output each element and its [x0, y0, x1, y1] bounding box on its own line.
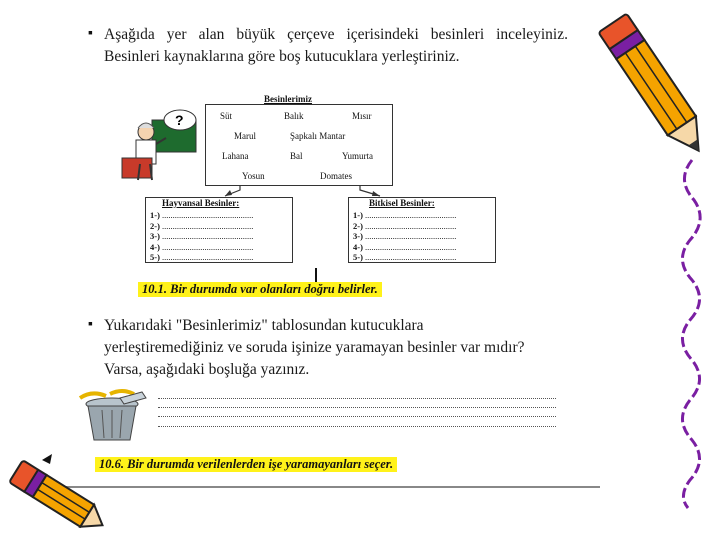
food-item: Domates — [320, 171, 352, 181]
plant-box-title: Bitkisel Besinler: — [369, 198, 435, 208]
learning-outcome-1: 10.1. Bir durumda var olanları doğru belirler. — [138, 282, 382, 297]
pencil-icon — [600, 4, 710, 168]
small-marker-icon — [40, 452, 54, 466]
answer-line[interactable]: 4-) ........................................... — [353, 241, 457, 252]
task2-instruction: Yukarıdaki "Besinlerimiz" tablosundan kutucuklara yerleştiremediğiniz ve soruda işinize yaramayan besinler var mıdır? Varsa, aşağıdaki boşluğa yazınız. — [104, 317, 525, 378]
plant-answer-list — [353, 210, 456, 263]
bottom-divider — [60, 486, 600, 492]
answer-line[interactable]: 2-) ........................................... — [150, 220, 254, 231]
answer-line[interactable]: 3-) ........................................... — [150, 231, 254, 241]
foods-box-title: Besinlerimiz — [264, 94, 312, 104]
food-item: Yosun — [242, 171, 265, 181]
decorative-squiggle — [672, 160, 712, 510]
answer-line[interactable]: 1-) ........................................... — [353, 210, 457, 220]
animal-foods-box — [145, 197, 293, 263]
answer-dotted-line[interactable] — [158, 426, 556, 427]
answer-line[interactable]: 1-) ........................................... — [150, 210, 254, 220]
answer-line[interactable]: 5-) ........................................... — [353, 252, 457, 262]
task1-instruction: Aşağıda yer alan büyük çerçeve içerisindeki besinleri inceleyiniz. Besinleri kaynaklarına göre boş kutucuklara yerleştiriniz. — [104, 26, 568, 65]
answer-line[interactable]: 3-) ........................................... — [353, 231, 457, 241]
animal-box-title: Hayvansal Besinler: — [162, 198, 240, 208]
pencil-icon — [2, 456, 112, 540]
animal-answer-list — [150, 210, 253, 263]
learning-outcome-2: 10.6. Bir durumda verilenlerden işe yaramayanları seçer. — [95, 457, 397, 472]
food-item: Şapkalı Mantar — [290, 131, 346, 141]
task2-bullet: ▪ — [88, 317, 93, 332]
answer-dotted-line[interactable] — [158, 416, 556, 417]
trash-can-icon — [72, 388, 152, 446]
answer-line[interactable]: 2-) ........................................... — [353, 220, 457, 231]
answer-line[interactable]: 5-) ........................................... — [150, 252, 254, 262]
task1-bullet: ▪ — [88, 26, 93, 41]
plant-foods-box — [348, 197, 496, 263]
answer-dotted-line[interactable] — [158, 407, 556, 408]
food-item: Süt — [220, 111, 233, 121]
food-item: Lahana — [222, 151, 249, 161]
food-item: Yumurta — [342, 151, 373, 161]
food-item: Bal — [290, 151, 303, 161]
svg-text:?: ? — [175, 112, 184, 128]
food-item: Mısır — [352, 111, 372, 121]
answer-line[interactable]: 4-) ........................................... — [150, 241, 254, 252]
food-item: Balık — [284, 111, 304, 121]
food-item: Marul — [234, 131, 256, 141]
answer-dotted-line[interactable] — [158, 398, 556, 399]
